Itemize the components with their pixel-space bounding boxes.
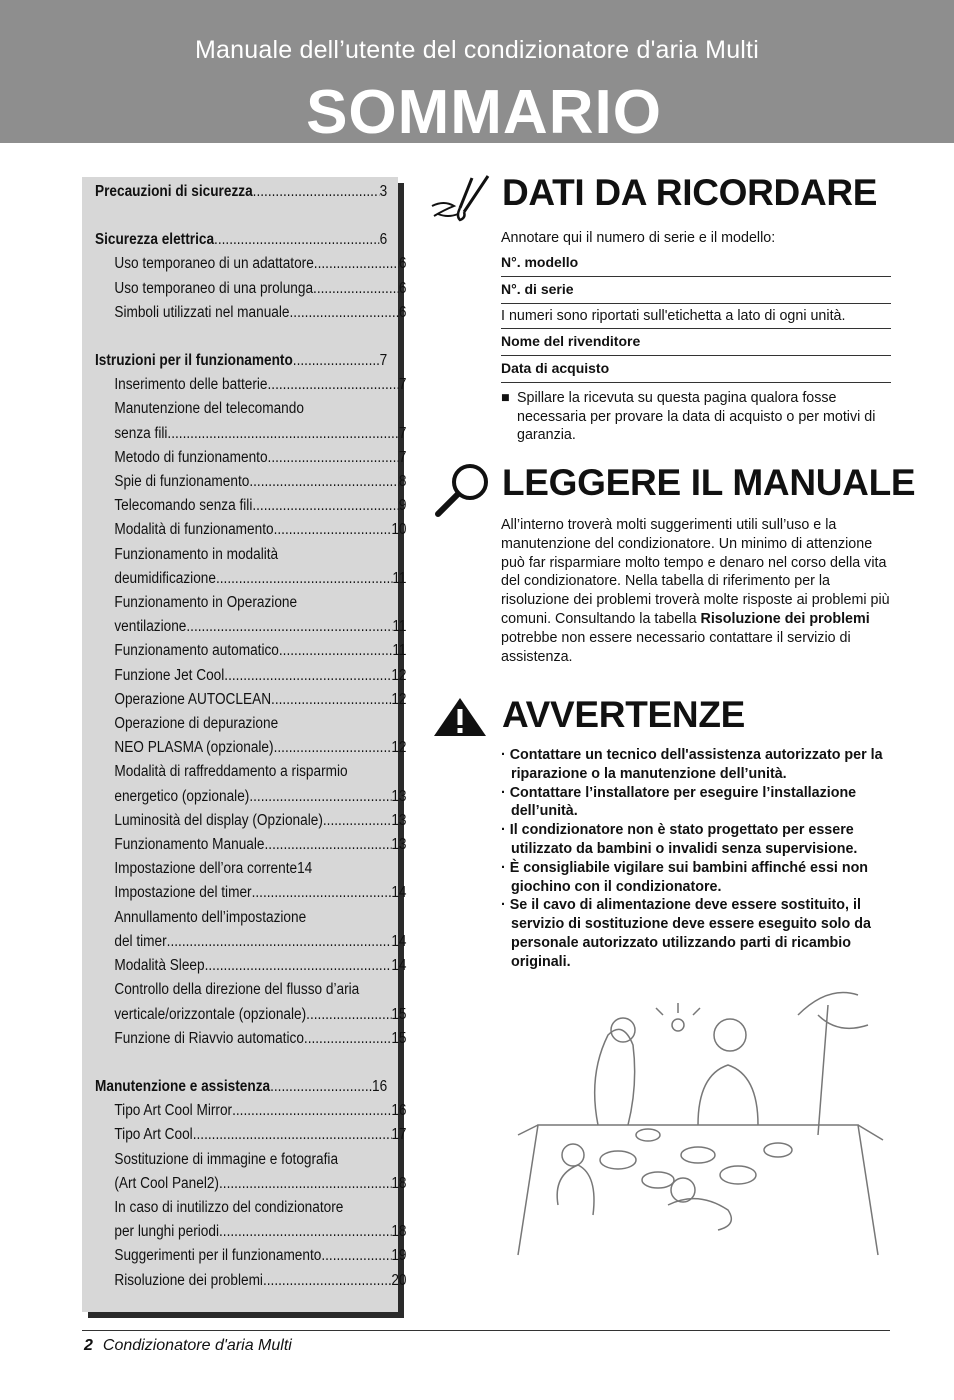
- receipt-note: [501, 389, 891, 445]
- toc-entry: [95, 857, 407, 881]
- toc-entry-label: Operazione AUTOCLEAN: [114, 690, 272, 708]
- page-number: 2: [84, 1337, 93, 1354]
- toc-leader-dots: [249, 785, 391, 809]
- magnifier-icon: [430, 462, 496, 518]
- toc-entry: [95, 615, 407, 639]
- square-bullet-icon: ■: [501, 390, 510, 406]
- toc-entry: [95, 494, 407, 518]
- toc-entry: [95, 881, 407, 905]
- toc-leader-dots: [252, 881, 392, 905]
- toc-entry-label: Sicurezza elettrica: [95, 231, 215, 249]
- toc-entry-page: 20: [391, 1271, 407, 1289]
- toc-entry: [95, 688, 407, 712]
- toc-entry: [95, 591, 407, 615]
- toc-entry-page: 12: [391, 690, 407, 708]
- toc-entry: [95, 809, 407, 833]
- section-title: AVVERTENZE: [502, 694, 746, 735]
- toc-entry-label: Funzionamento in Operazione: [114, 594, 298, 612]
- toc-entry-label: Istruzioni per il funzionamento: [95, 352, 293, 370]
- pen-nib-icon: [430, 172, 496, 224]
- toc-leader-dots: [306, 1003, 391, 1027]
- toc-entry-page: 18: [391, 1223, 407, 1241]
- toc-entry: [95, 301, 407, 325]
- toc-entry-page: 9: [398, 497, 407, 515]
- toc-entry: [95, 1148, 407, 1172]
- toc-entry: [95, 567, 407, 591]
- toc-leader-dots: [167, 930, 392, 954]
- toc-entry: [95, 373, 407, 397]
- toc-leader-dots: [214, 228, 380, 252]
- toc-entry-page: 16: [371, 1077, 388, 1095]
- toc-entry-page: 6: [398, 279, 407, 297]
- dati-intro: Annotare qui il numero di serie e il modello:: [501, 230, 776, 246]
- toc-entry: [95, 252, 407, 276]
- toc-entry: [95, 470, 407, 494]
- toc-entry-label: Funzione Jet Cool: [114, 666, 225, 684]
- toc-entry: [95, 1123, 407, 1147]
- dati-section-body: [501, 226, 891, 445]
- toc-leader-dots: [293, 349, 380, 373]
- toc-leader-dots: [268, 373, 399, 397]
- toc-leader-dots: [252, 494, 399, 518]
- toc-leader-dots: [264, 833, 391, 857]
- toc-entry-label: Spie di funzionamento: [114, 473, 250, 491]
- toc-entry: [95, 639, 407, 663]
- toc-leader-dots: [270, 1075, 372, 1099]
- toc-entry-label: In caso di inutilizzo del condizionatore: [114, 1198, 344, 1216]
- toc-entry-page: 19: [391, 1247, 407, 1265]
- warning-item: · Se il cavo di alimentazione deve essere sostituito, il servizio di sostituzione deve essere eseguito solo da personale autorizzato utilizzando parti di ricambio originali.: [501, 897, 871, 970]
- toc-entry-page: 7: [398, 424, 407, 442]
- toc-entry-label: Impostazione del timer: [114, 884, 252, 902]
- warning-item: · È consigliabile vigilare sui bambini affinché essi non giochino con il condizionatore.: [501, 859, 869, 895]
- toc-entry-page: 11: [392, 618, 407, 636]
- toc-leader-dots: [304, 1027, 391, 1051]
- toc-leader-dots: [193, 1123, 392, 1147]
- toc-entry: [95, 906, 407, 930]
- toc-entry: [95, 785, 407, 809]
- toc-entry-label: senza fili: [114, 424, 168, 442]
- toc-entry-label: energetico (opzionale): [114, 787, 250, 805]
- leggere-section-body: [501, 516, 891, 666]
- toc-entry-label: Modalità di funzionamento: [114, 521, 274, 539]
- toc-entry-page: 13: [391, 811, 407, 829]
- toc-entry-label: Funzionamento Manuale: [114, 836, 265, 854]
- toc-entry-label: verticale/orizzontale (opzionale): [114, 1005, 307, 1023]
- toc-leader-dots: [289, 301, 398, 325]
- toc-entry-page: 16: [391, 1102, 407, 1120]
- toc-entry: [95, 1027, 407, 1051]
- toc-leader-dots: [223, 1220, 392, 1244]
- toc-entry: [95, 954, 407, 978]
- toc-entry-label: Funzionamento automatico: [114, 642, 279, 660]
- toc-entry-label: ventilazione: [114, 618, 187, 636]
- purchase-date-field: Data di acquisto: [501, 356, 891, 383]
- toc-entry-page: 17: [391, 1126, 407, 1144]
- warning-item: · Il condizionatore non è stato progettato per essere utilizzato da bambini o invalidi senza supervisione.: [501, 822, 858, 857]
- toc-entry: [95, 1003, 407, 1027]
- toc-entry: [95, 422, 407, 446]
- toc-entry-page: 12: [391, 666, 407, 684]
- toc-entry-label: Metodo di funzionamento: [114, 448, 268, 466]
- footer-divider: [82, 1330, 890, 1331]
- toc-entry-page: 13: [391, 787, 407, 805]
- toc-leader-dots: [205, 954, 392, 978]
- warning-list: [501, 746, 891, 972]
- toc-leader-dots: [274, 518, 392, 542]
- model-number-field: N°. modello: [501, 250, 891, 277]
- toc-entry-page: 12: [391, 739, 407, 757]
- toc-leader-dots: [232, 1099, 391, 1123]
- toc-entry-label: Luminosità del display (Opzionale): [114, 811, 323, 829]
- toc-entry-label: Modalità Sleep: [114, 957, 205, 975]
- toc-entry-label: deumidificazione: [114, 569, 216, 587]
- toc-entry-page: 10: [391, 521, 407, 539]
- toc-entry: [95, 446, 407, 470]
- toc-entry-label: NEO PLASMA (opzionale): [114, 739, 274, 757]
- section-title: DATI DA RICORDARE: [502, 172, 878, 213]
- toc-entry-label: Inserimento delle batterie: [114, 376, 268, 394]
- toc-entry-label: Suggerimenti per il funzionamento: [114, 1247, 322, 1265]
- toc-entry-label: Manutenzione e assistenza: [95, 1077, 271, 1095]
- toc-entry: [95, 1172, 407, 1196]
- toc-entry: [95, 736, 407, 760]
- toc-entry: [95, 180, 387, 204]
- toc-leader-dots: [263, 1269, 391, 1293]
- section-title: LEGGERE IL MANUALE: [502, 462, 916, 503]
- toc-entry-page: 6: [379, 231, 388, 249]
- toc-leader-dots: [313, 277, 399, 301]
- toc-entry-label: Annullamento dell’impostazione: [114, 908, 307, 926]
- toc-leader-dots: [274, 736, 392, 760]
- toc-entry-label: Controllo della direzione del flusso d’aria: [114, 981, 360, 999]
- toc-entry-page: 7: [398, 448, 407, 466]
- toc-entry-label: Uso temporaneo di una prolunga: [114, 279, 314, 297]
- toc-entry-label: Simboli utilizzati nel manuale: [114, 303, 290, 321]
- table-of-contents: [82, 177, 407, 1312]
- page-header: [0, 0, 954, 147]
- toc-entry: [95, 1196, 407, 1220]
- toc-entry: [95, 277, 407, 301]
- toc-leader-dots: [186, 615, 392, 639]
- toc-entry: [95, 228, 387, 252]
- toc-entry-label: Modalità di raffreddamento a risparmio: [114, 763, 348, 781]
- toc-leader-dots: [279, 639, 392, 663]
- toc-entry-label: Precauzioni di sicurezza: [95, 183, 253, 200]
- toc-entry: [95, 1099, 407, 1123]
- toc-entry: [95, 349, 387, 373]
- label-note: I numeri sono riportati sull'etichetta a lato di ogni unità.: [501, 308, 846, 324]
- toc-entry-label: del timer: [114, 932, 167, 950]
- toc-entry-page: 18: [391, 1174, 407, 1192]
- toc-entry-label: Funzionamento in modalità: [114, 545, 279, 563]
- warning-triangle-icon: [430, 694, 490, 740]
- toc-entry-page: 14: [391, 957, 407, 975]
- toc-leader-dots: [216, 567, 392, 591]
- toc-entry-label: Tipo Art Cool: [114, 1126, 193, 1144]
- toc-entry-page: 3: [379, 183, 388, 200]
- toc-leader-dots: [224, 664, 391, 688]
- toc-entry-label: Impostazione dell’ora corrente14: [114, 860, 313, 878]
- toc-entry-label: Risoluzione dei problemi: [114, 1271, 263, 1289]
- toc-entry-page: 15: [391, 1005, 407, 1023]
- toc-entry: [95, 664, 407, 688]
- toc-entry-page: 13: [391, 836, 407, 854]
- toc-entry-page: 7: [379, 352, 388, 370]
- toc-entry-page: 11: [392, 642, 407, 660]
- toc-entry: [95, 978, 407, 1002]
- toc-leader-dots: [249, 470, 399, 494]
- manual-subtitle: Manuale dell’utente del condizionatore d'aria Multi: [195, 36, 759, 64]
- toc-entry: [95, 543, 407, 567]
- toc-entry-label: Tipo Art Cool Mirror: [114, 1102, 233, 1120]
- toc-entry-label: Sostituzione di immagine e fotografia: [114, 1150, 339, 1168]
- toc-entry: [95, 1244, 407, 1268]
- toc-entry: [95, 1269, 407, 1293]
- toc-entry-page: 8: [398, 473, 407, 491]
- receipt-note-text: Spillare la ricevuta su questa pagina qualora fosse necessaria per provare la data di acquisto o per motivi di garanzia.: [517, 390, 876, 443]
- toc-leader-dots: [219, 1172, 391, 1196]
- toc-entry: [95, 1220, 407, 1244]
- toc-entry: [95, 833, 407, 857]
- toc-leader-dots: [314, 252, 399, 276]
- toc-leader-dots: [321, 1244, 391, 1268]
- avvertenze-section-body: [501, 746, 891, 972]
- warning-item: · Contattare l’installatore per eseguire l’installazione dell’unità.: [501, 784, 857, 820]
- toc-entry: [95, 760, 407, 784]
- toc-entry-page: 6: [398, 255, 407, 273]
- toc-entry-label: per lunghi periodi.: [114, 1223, 223, 1241]
- toc-entry-label: (Art Cool Panel2): [114, 1174, 219, 1192]
- picnic-illustration: [498, 975, 898, 1275]
- page-footer: [84, 1337, 292, 1355]
- toc-leader-dots: [167, 422, 398, 446]
- toc-entry: [95, 397, 407, 421]
- toc-entry: [95, 518, 407, 542]
- toc-leader-dots: [268, 446, 399, 470]
- toc-leader-dots: [253, 180, 380, 204]
- toc-entry-page: 14: [391, 884, 407, 902]
- toc-entry-page: 15: [391, 1029, 407, 1047]
- toc-entry: [95, 712, 407, 736]
- footer-text: Condizionatore d'aria Multi: [102, 1337, 292, 1354]
- toc-entry-label: Telecomando senza fili: [114, 497, 253, 515]
- toc-entry-label: Operazione di depurazione: [114, 715, 279, 733]
- toc-entry-label: Manutenzione del telecomando: [114, 400, 304, 418]
- toc-entry: [95, 930, 407, 954]
- page-title: SOMMARIO: [306, 78, 662, 147]
- toc-entry-page: 14: [391, 932, 407, 950]
- leggere-text: All’interno troverà molti suggerimenti utili sull’uso e la manutenzione del condizionatore. Un minimo di attenzione può far risparmiare molto tempo e denaro nel corso della vita del condizionatore. Nella tabella di riferimento per la risoluzione dei problemi troverà molte risposte ai problemi più comuni. Consultando la tabella Risoluzione dei problemi potrebbe non essere necessario contattare il servizio di assistenza.: [501, 517, 890, 665]
- toc-entry-page: 7: [398, 376, 407, 394]
- toc-entry-label: Uso temporaneo di un adattatore: [114, 255, 314, 273]
- toc-entry-page: 6: [398, 303, 407, 321]
- toc-entry: [95, 1075, 387, 1099]
- dealer-name-field: Nome del rivenditore: [501, 328, 891, 356]
- toc-leader-dots: [323, 809, 391, 833]
- toc-leader-dots: [271, 688, 391, 712]
- warning-item: · Contattare un tecnico dell'assistenza autorizzato per la riparazione o la manutenzione dell’unità.: [501, 747, 883, 782]
- toc-entry-page: 11: [392, 569, 407, 587]
- toc-entry-label: Funzione di Riavvio automatico: [114, 1029, 304, 1047]
- serial-number-field: N°. di serie: [501, 277, 891, 304]
